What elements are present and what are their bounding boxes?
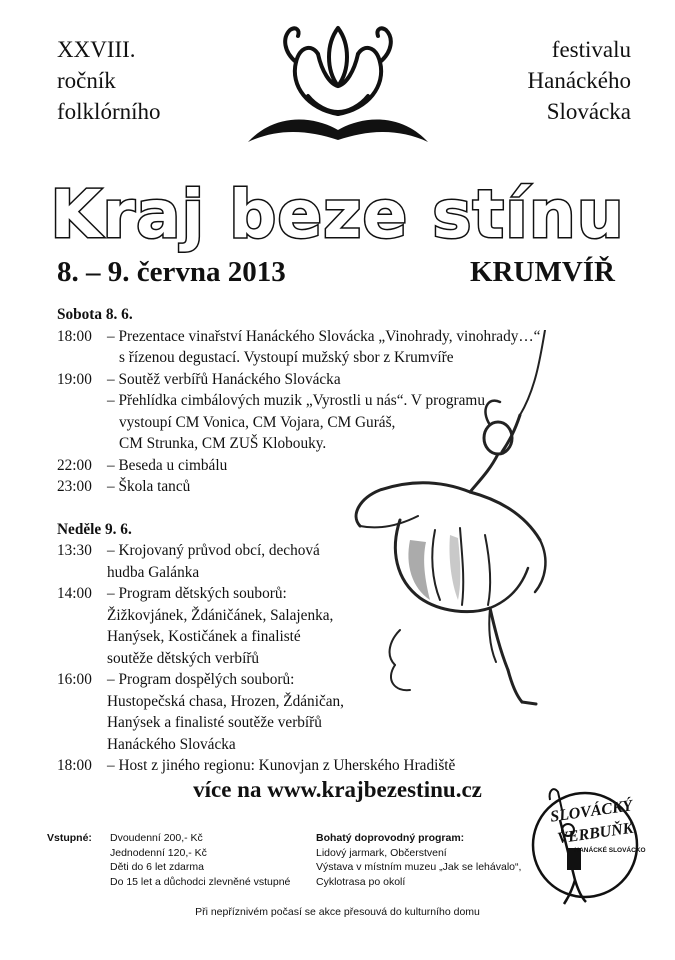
program-time: 18:00 (57, 757, 92, 774)
program-text: Hanáckého Slovácka (107, 735, 236, 753)
program-time: 13:30 (57, 542, 92, 559)
program-text: – Prezentace vinařství Hanáckého Slovácka „Vinohrady, vinohrady…“ (107, 327, 541, 345)
festival-place: KRUMVÍŘ (470, 256, 615, 288)
program-text: – Beseda u cimbálu (107, 456, 228, 474)
program-item (57, 669, 577, 691)
program-time: 22:00 (57, 456, 92, 474)
program-item (57, 455, 577, 477)
program-text: – Přehlídka cimbálových muzik „Vyrostli u nás“. V programu (107, 392, 485, 409)
side-program-item: Výstava v místním muzeu „Jak se lehávalo“, (316, 861, 522, 873)
program-text: CM Strunka, CM ZUŠ Klobouky. (119, 435, 327, 452)
program-item (57, 583, 577, 605)
side-program-heading: Bohatý doprovodný program: (316, 832, 465, 844)
header-left-line: folklórního (57, 99, 161, 124)
day-heading: Neděle 9. 6. (57, 520, 132, 538)
program-item (57, 326, 577, 348)
program-time: 14:00 (57, 585, 92, 602)
program-text: – Host z jiného regionu: Kunovjan z Uherského Hradiště (107, 757, 456, 774)
side-program-item: Lidový jarmark, Občerstvení (316, 846, 447, 859)
side-program-item: Cyklotrasa po okolí (316, 875, 406, 888)
program-time: 16:00 (57, 671, 92, 688)
weather-note: Při nepříznivém počasí se akce přesouvá do kulturního domu (195, 906, 480, 918)
program-time: 18:00 (57, 327, 92, 345)
logo-line2: VERBUŇK (556, 819, 635, 848)
program-text: soutěže dětských verbířů (107, 649, 260, 667)
header-left (57, 34, 237, 127)
program-item (57, 476, 577, 498)
tickets-label: Vstupné: (47, 832, 92, 844)
ticket-item: Do 15 let a důchodci zlevněné vstupné (110, 875, 291, 888)
side-program (316, 831, 521, 889)
program-item (57, 755, 577, 777)
program-text: hudba Galánka (107, 563, 200, 581)
program-text: Hanýsek, Kostičánek a finalisté (107, 628, 301, 645)
header-left-line: ročník (57, 68, 116, 93)
ticket-item: Dvoudenní 200,- Kč (110, 832, 203, 844)
program-time: 19:00 (57, 370, 92, 388)
program-text: – Krojovaný průvod obcí, dechová (107, 542, 320, 559)
ticket-item: Děti do 6 let zdarma (110, 861, 204, 873)
website-link[interactable]: více na www.krajbezestinu.cz (193, 777, 482, 802)
program-time: 23:00 (57, 478, 92, 495)
tickets-list (110, 831, 290, 889)
program-text: – Škola tanců (107, 478, 191, 495)
program-text: vystoupí CM Vonica, CM Vojara, CM Guráš, (119, 413, 396, 431)
program-text: s řízenou degustací. Vystoupí mužský sbor z Krumvíře (119, 349, 454, 366)
header-right-line: Hanáckého (527, 68, 631, 93)
day-heading: Sobota 8. 6. (57, 306, 133, 323)
program (57, 304, 577, 777)
program-text: – Program dětských souborů: (107, 585, 287, 602)
logo-line1: SLOVÁCKÝ (549, 797, 634, 826)
slovacky-verbunk-logo (520, 780, 650, 910)
logo-line3: HANÁCKÉ SLOVÁCKO (574, 847, 646, 854)
header-right-line: festivalu (551, 37, 631, 62)
program-text: Hustopečská chasa, Hrozen, Ždáničan, (107, 692, 345, 710)
tulip-ornament-icon (238, 14, 438, 154)
header-left-line: XXVIII. (57, 37, 136, 62)
header-right-line: Slovácka (546, 99, 631, 124)
header-right (451, 34, 631, 127)
festival-title: Kraj beze stínu (50, 176, 625, 253)
program-text: – Program dospělých souborů: (107, 671, 295, 688)
program-item (57, 369, 577, 391)
program-text: Hanýsek a finalisté soutěže verbířů (107, 714, 322, 731)
festival-dates: 8. – 9. června 2013 (57, 256, 286, 288)
program-item (57, 540, 577, 562)
program-text: – Soutěž verbířů Hanáckého Slovácka (107, 370, 341, 388)
program-text: Žižkovjánek, Ždáničánek, Salajenka, (107, 606, 334, 624)
ticket-item: Jednodenní 120,- Kč (110, 846, 207, 859)
